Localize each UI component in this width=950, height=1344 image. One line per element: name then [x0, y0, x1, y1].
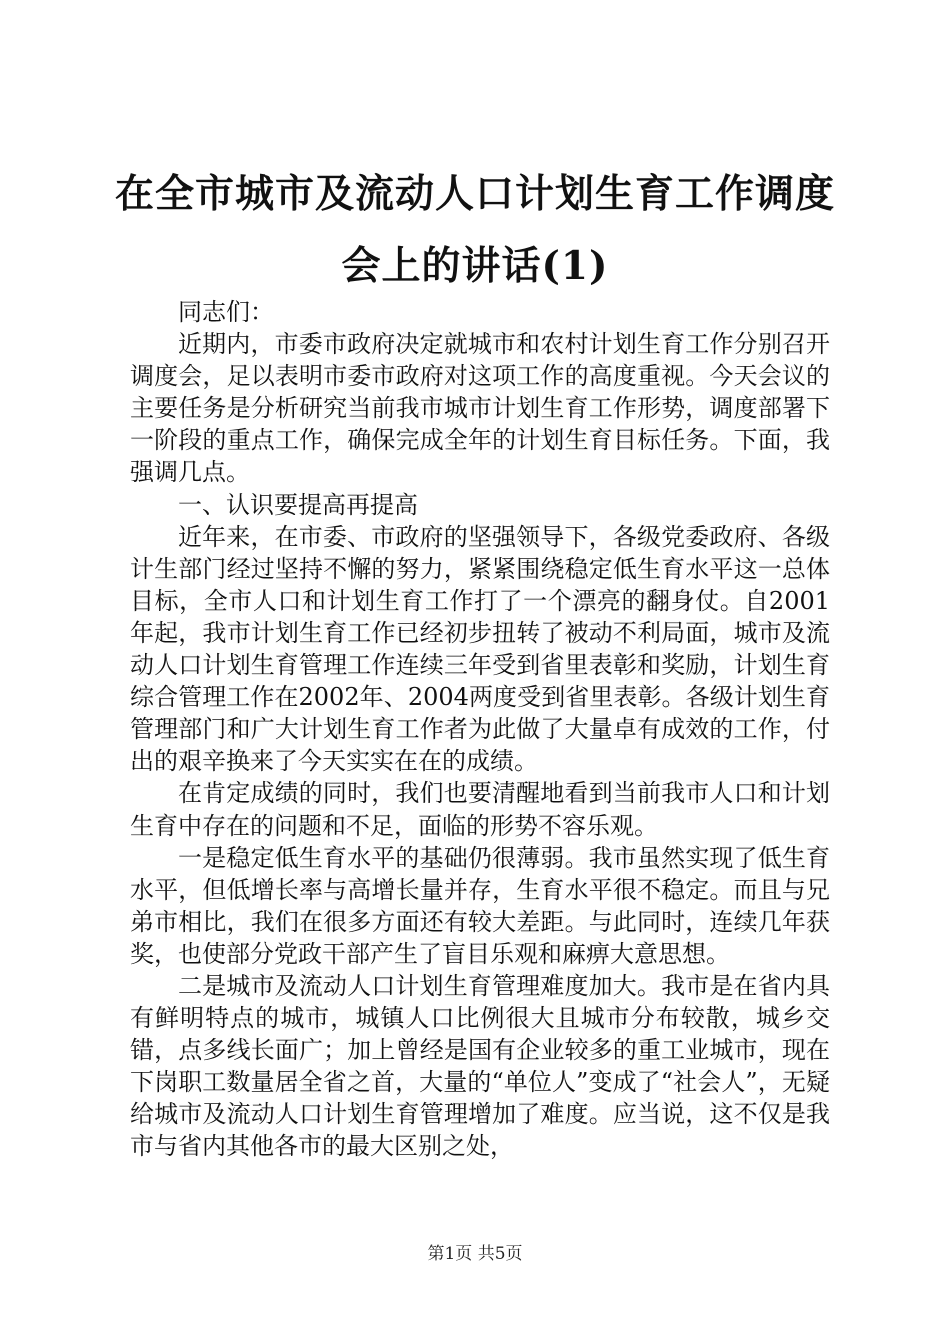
body-paragraph: 一是稳定低生育水平的基础仍很薄弱。我市虽然实现了低生育水平，但低增长率与高增长量并存，生育水平很不稳定。而且与兄弟市相比，我们在很多方面还有较大差距。与此同时，连续几年获奖，也使部分党政干部产生了盲目乐观和麻痹大意思想。	[130, 843, 830, 968]
body-paragraph: 二是城市及流动人口计划生育管理难度加大。我市是在省内具有鲜明特点的城市，城镇人口比例很大且城市分布较散，城乡交错，点多线长面广；加上曾经是国有企业较多的重工业城市，现在下岗职工数量居全省之首，大量的“单位人”变成了“社会人”，无疑给城市及流动人口计划生育管理增加了难度。应当说，这不仅是我市与省内其他各市的最大区别之处，	[130, 971, 830, 1161]
document-body	[130, 296, 830, 1163]
body-paragraph: 近年来，在市委、市政府的坚强领导下，各级党委政府、各级计生部门经过坚持不懈的努力，紧紧围绕稳定低生育水平这一总体目标，全市人口和计划生育工作打了一个漂亮的翻身仗。自2001年起，我市计划生育工作已经初步扭转了被动不利局面，城市及流动人口计划生育管理工作连续三年受到省里表彰和奖励，计划生育综合管理工作在2002年、2004两度受到省里表彰。各级计划生育管理部门和广大计划生育工作者为此做了大量卓有成效的工作，付出的艰辛换来了今天实实在在的成绩。	[130, 522, 830, 776]
page-number-footer: 第1页 共5页	[427, 1244, 523, 1264]
document-title: 在全市城市及流动人口计划生育工作调度会上的讲话(1)	[114, 171, 835, 289]
body-paragraph: 在肯定成绩的同时，我们也要清醒地看到当前我市人口和计划生育中存在的问题和不足，面临的形势不容乐观。	[130, 779, 830, 840]
section-heading: 一、认识要提高再提高	[178, 490, 418, 519]
intro-paragraph: 近期内，市委市政府决定就城市和农村计划生育工作分别召开调度会，足以表明市委市政府对这项工作的高度重视。今天会议的主要任务是分析研究当前我市城市计划生育工作形势，调度部署下一阶段的重点工作，确保完成全年的计划生育目标任务。下面，我强调几点。	[130, 330, 830, 487]
salutation-paragraph: 同志们：	[178, 298, 274, 326]
